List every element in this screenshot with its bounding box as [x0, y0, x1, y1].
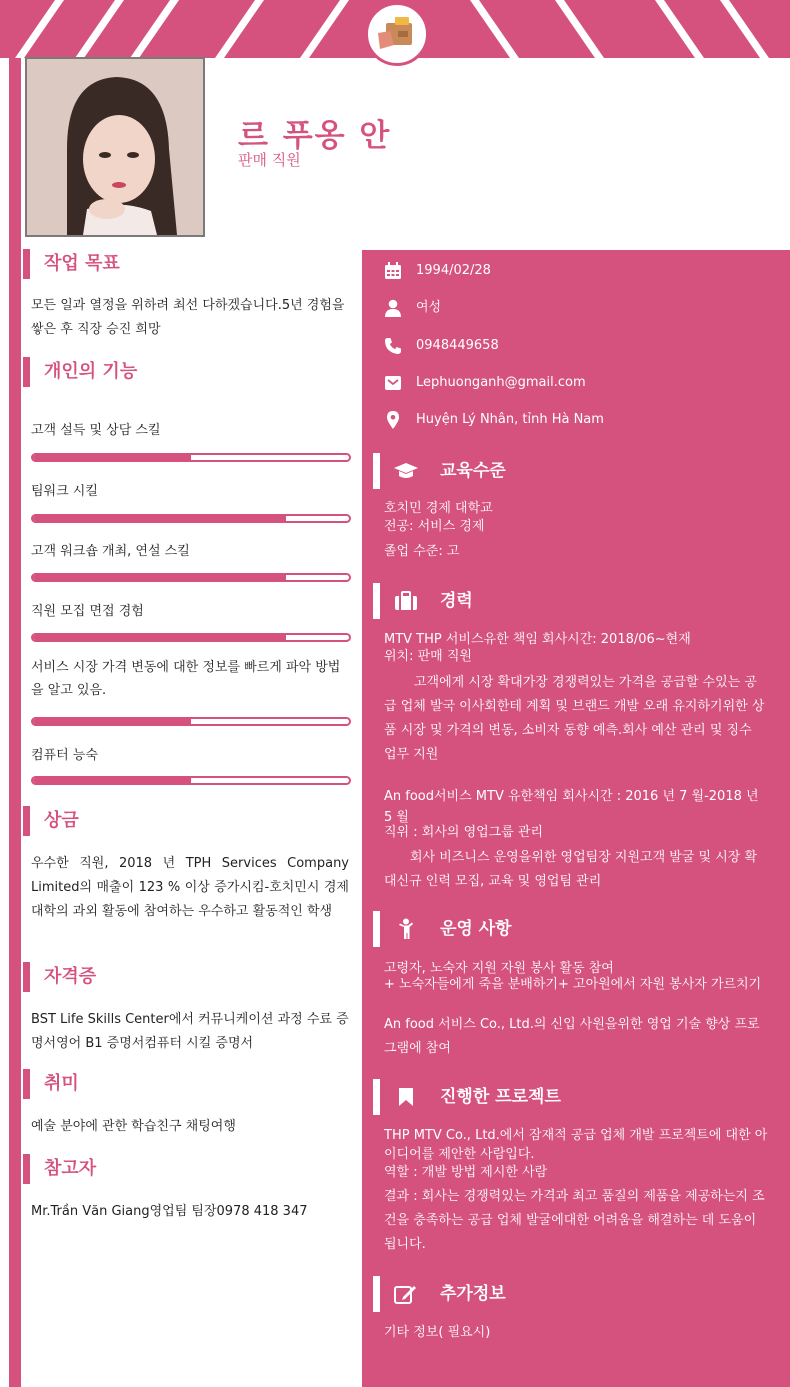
objective-text: 모든 일과 열정을 위하려 최선 다하겠습니다.5년 경험을 쌓은 후 직장 승진 희망: [31, 298, 345, 337]
user-icon: [383, 298, 403, 318]
skill-bar: [31, 514, 351, 523]
location-pin-icon: [383, 410, 403, 430]
activities-line-1: 고령자, 노숙자 지원 자원 봉사 활동 참여: [384, 961, 614, 976]
skill-label: 팀워크 시킬: [31, 484, 98, 499]
objective-heading: 작업 목표: [23, 249, 353, 279]
hobbies-heading: 취미: [23, 1069, 353, 1099]
birthday-text: 1994/02/28: [416, 263, 491, 278]
job-title-1: MTV THP 서비스유한 책임 회사시간: 2018/06~현재: [384, 632, 691, 647]
activities-line-2: + 노숙자들에게 죽을 분배하기+ 고아원에서 자원 봉사자 가르치기: [384, 977, 762, 992]
hobbies-text: 예술 분야에 관한 학습친구 채팅여행: [31, 1119, 236, 1134]
extra-text: 기타 정보( 필요시): [384, 1325, 491, 1340]
address-row: [383, 410, 604, 430]
skill-label: 고객 워크숍 개최, 연설 스킬: [31, 544, 190, 559]
activities-line-3: An food 서비스 Co., Ltd.의 신입 사원을위한 영업 기술 향상 프로그램에 참여: [384, 1017, 760, 1056]
activities-heading: 운영 사항: [440, 919, 512, 939]
extra-heading-block: [373, 1276, 773, 1312]
calendar-icon: [383, 261, 403, 281]
skill-bar: [31, 776, 351, 785]
activities-heading-block: [373, 911, 773, 947]
extra-heading: 추가정보: [440, 1284, 506, 1304]
job-position-1: 위치: 판매 직원: [384, 649, 472, 664]
skill-bar: [31, 453, 351, 462]
edit-note-icon: [393, 1283, 419, 1305]
certificates-heading: 자격증: [23, 962, 353, 992]
skill-label: 고객 설득 및 상담 스킬: [31, 423, 161, 438]
education-grade: 졸업 수준: 고: [384, 544, 460, 559]
projects-heading: 진행한 프로젝트: [440, 1087, 561, 1107]
gender-row: [383, 298, 441, 318]
skill-bar: [31, 633, 351, 642]
skill-label: 컴퓨터 능숙: [31, 748, 98, 763]
email-text: Lephuonganh@gmail.com: [416, 375, 586, 390]
experience-heading-block: [373, 583, 773, 619]
references-heading: 참고자: [23, 1154, 353, 1184]
skill-bar-fill: [33, 455, 191, 460]
projects-line-3: 결과 : 회사는 경쟁력있는 가격과 최고 품질의 제품을 제공하는지 조건을 충족하는 공급 업체 발굴에대한 어려움을 해결하는 데 도움이됩니다.: [384, 1189, 765, 1252]
certificates-text: BST Life Skills Center에서 커뮤니케이션 과정 수료 증명서영어 B1 증명서컴퓨터 시킬 증명서: [31, 1012, 349, 1051]
projects-line-2: 역할 : 개발 방법 제시한 사람: [384, 1165, 548, 1180]
logo-badge: [365, 2, 429, 66]
education-heading: 교육수준: [440, 461, 506, 481]
skill-label: 서비스 시장 가격 변동에 대한 정보를 빠르게 파악 방법을 알고 있음.: [31, 660, 341, 698]
skill-bar-fill: [33, 778, 191, 783]
education-heading-block: [373, 453, 773, 489]
phone-row: [383, 336, 499, 356]
awards-heading: 상금: [23, 806, 353, 836]
portrait-image: [27, 59, 203, 235]
job-position-2: 직위 : 회사의 영업그룹 관리: [384, 825, 544, 840]
skill-bar-fill: [33, 516, 286, 521]
gender-text: 여성: [416, 300, 442, 315]
awards-text: 우수한 직원, 2018 년 TPH Services Company Limited의 매출이 123 % 이상 증가시킴-호치민시 경제 대학의 과외 활동에 참여하는 우수하고 활동적인 학생: [31, 856, 349, 919]
education-school: 호치민 경제 대학교: [384, 501, 493, 516]
skill-label: 직원 모집 면접 경험: [31, 604, 144, 619]
job-title-2: An food서비스 MTV 유한책임 회사시간 : 2016 년 7 월-2018 년 5 월: [384, 789, 759, 825]
projects-line-1: THP MTV Co., Ltd.에서 잠재적 공급 업체 개발 프로젝트에 대한 아이디어를 제안한 사람입다.: [384, 1128, 768, 1162]
shopping-logo-icon: [368, 5, 426, 63]
graduation-cap-icon: [393, 460, 419, 482]
job-title: 판매 직원: [238, 151, 301, 169]
references-text: Mr.Trần Văn Giang영업팀 팀장0978 418 347: [31, 1204, 308, 1219]
skill-bar: [31, 717, 351, 726]
email-icon: [383, 373, 403, 393]
candidate-name: 르 푸옹 안: [238, 118, 392, 154]
birthday-row: [383, 261, 491, 281]
education-major: 전공: 서비스 경제: [384, 519, 485, 534]
briefcase-icon: [393, 590, 419, 612]
email-row: [383, 373, 586, 393]
projects-heading-block: [373, 1079, 773, 1115]
bookmark-icon: [393, 1086, 419, 1108]
job-duties-2: 회사 비즈니스 운영을위한 영업팀장 지원고객 발굴 및 시장 확대신규 인력 모집, 교육 및 영업팀 관리: [384, 850, 758, 889]
profile-photo: [25, 57, 205, 237]
skill-bar-fill: [33, 719, 191, 724]
experience-heading: 경력: [440, 591, 473, 611]
volunteer-person-icon: [393, 918, 419, 940]
phone-text: 0948449658: [416, 338, 499, 353]
job-duties-1: 고객에게 시장 확대가장 경쟁력있는 가격을 공급할 수있는 공급 업체 발국 이사회한테 계획 및 브랜드 개발 오래 유지하기위한 상품 시장 및 가격의 변동, 소비자 동향 예측.회사 예산 관리 및 징수 업무 지원: [384, 675, 765, 762]
skill-bar-fill: [33, 575, 286, 580]
skills-heading: 개인의 기능: [23, 357, 353, 387]
left-border: [9, 58, 21, 1387]
phone-icon: [383, 336, 403, 356]
skill-bar-fill: [33, 635, 286, 640]
address-text: Huyện Lý Nhân, tỉnh Hà Nam: [416, 412, 604, 427]
skill-bar: [31, 573, 351, 582]
